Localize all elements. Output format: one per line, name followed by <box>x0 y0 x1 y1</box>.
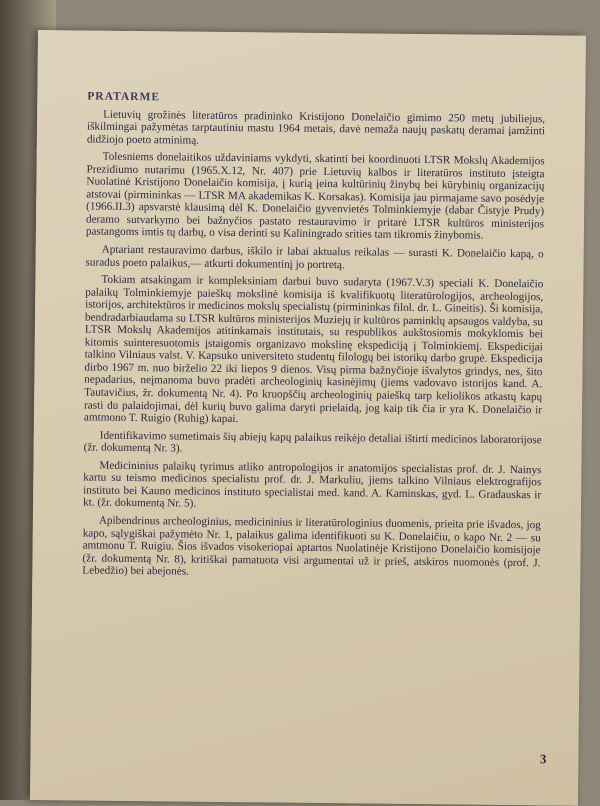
paragraph-3: Aptariant restauravimo darbus, iškilo ir labai aktualus reikalas — surasti K. Donelaičio kapą, o suradus poeto palaikus,— atkurti dokumentinį jo portretą. <box>85 243 544 271</box>
paragraph-1: Lietuvių grožinės literatūros pradininko Kristijono Donelaičio gimimo 250 metų jubiliejus, iškilmingai pažymėtas tarptautiniu mastu 1964 metais, davė nemaža naujų paskatų deramai įamžinti didžiojo poeto atminimą. <box>86 108 546 147</box>
paragraph-2: Tolesniems donelaitikos uždaviniams vykdyti, skatinti bei koordinuoti LTSR Mokslų Akademijos Prezidiumo nutarimu (1965.X.12, Nr. 407) prie Lietuvių kalbos ir literatūros instituto įsteigta Nuolatinė Kristijono Donelaičio komisija, į kurią įeina kultūrinių žinybų bei kūrybinių organizacijų atstovai (pirmininkas — LTSR MA akademikas K. Korsakas). Komisija jau pirmajame savo posėdyje (1966.II.3) apsvarstė klausimą dėl K. Donelaičio gyvenvietės Tolminkiemyje (dabar Čistyje Prudy) deramo sutvarkymo bei bažnyčios pastato restauravimo ir pritarė LTSR kultūros ministerijos pastangoms imtis tų darbų, o visa derinti su Kaliningrado srities tam tikromis žinybomis. <box>85 150 545 243</box>
paragraph-5: Identifikavimo sumetimais šių abiejų kapų palaikus reikėjo detaliai ištirti medicinos laboratorijose (žr. dokumentą Nr. 3). <box>83 429 542 455</box>
paragraph-4: Tokiam atsakingam ir kompleksiniam darbui buvo sudaryta (1967.V.3) speciali K. Donelaičio palaikų Tolminkiemyje paieškų mokslinė komisija iš kvalifikuotų literatūrologijos, archeologijos, istorijos, architektūros ir medicinos mokslų specialistų (pirmininkas filol. dr. L. Gineitis). Ši komisija, bendradarbiaudama su LTSR kultūros ministerijos Muziejų ir kultūros paminklų apsaugos valdyba, su LTSR Mokslų Akademijos atitinkamais institutais, su respublikos aukštosiomis mokyklomis bei kitomis suinteresuotomis įstaigomis organizavo mokslinę ekspediciją į Tolminkiemį. Ekspedicijai talkino Vilniaus valst. V. Kapsuko universiteto studentų filologų bei istorikų darbo grupė. Ekspedicija dirbo 1967 m. nuo birželio 22 iki liepos 9 dienos. Visų pirma bažnyčioje išvalytos grindys, nes, šito nepadarius, neįmanoma buvo pradėti archeologinių kasinėjimų (jiems vadovavo istorijos kand. A. Tautavičius, žr. dokumentą Nr. 4). Po kruopščių archeologinių paieškų tarp keliolikos atkastų kapų rasti du palaidojimai, dėl kurių buvo galima daryti prielaidą, jog kaip tik čia ir yra K. Donelaičio ir amtmono T. Ruigio (Ruhig) kapai. <box>83 273 544 426</box>
page-text <box>82 91 545 587</box>
page-number: 3 <box>539 751 547 767</box>
page-title: PRATARME <box>87 90 161 104</box>
paragraph-7: Apibendrinus archeologinius, medicininius ir literatūrologinius duomenis, prieita prie išvados, jog kapo, sąlygiškai pažymėto Nr. 1, palaikus galima identifikuoti su K. Donelaičiu, o kapo Nr. 2 — su amtmonu T. Ruigiu. Šios išvados visokeriopai aptartos Nuolatinėje Kristijono Donelaičio komisijoje (žr. dokumentą Nr. 8), kritiškai pamatuota visi argumentai už ir prieš, atskiros nuomonės (prof. J. Lebedžio) bei abejonės. <box>82 514 541 578</box>
paragraph-6: Medicininius palaikų tyrimus atliko antropologijos ir anatomijos specialistas prof. dr. J. Nainys kartu su teismo medicinos specialistu prof. dr. J. Markuliu, jiems talkino Vilniaus elektrografijos instituto bei Kauno medicinos instituto specialistai med. kand. A. Kaminskas, gyd. L. Gradauskas ir kt. (žr. dokumentą Nr. 5). <box>82 459 542 511</box>
book-page <box>30 30 586 806</box>
